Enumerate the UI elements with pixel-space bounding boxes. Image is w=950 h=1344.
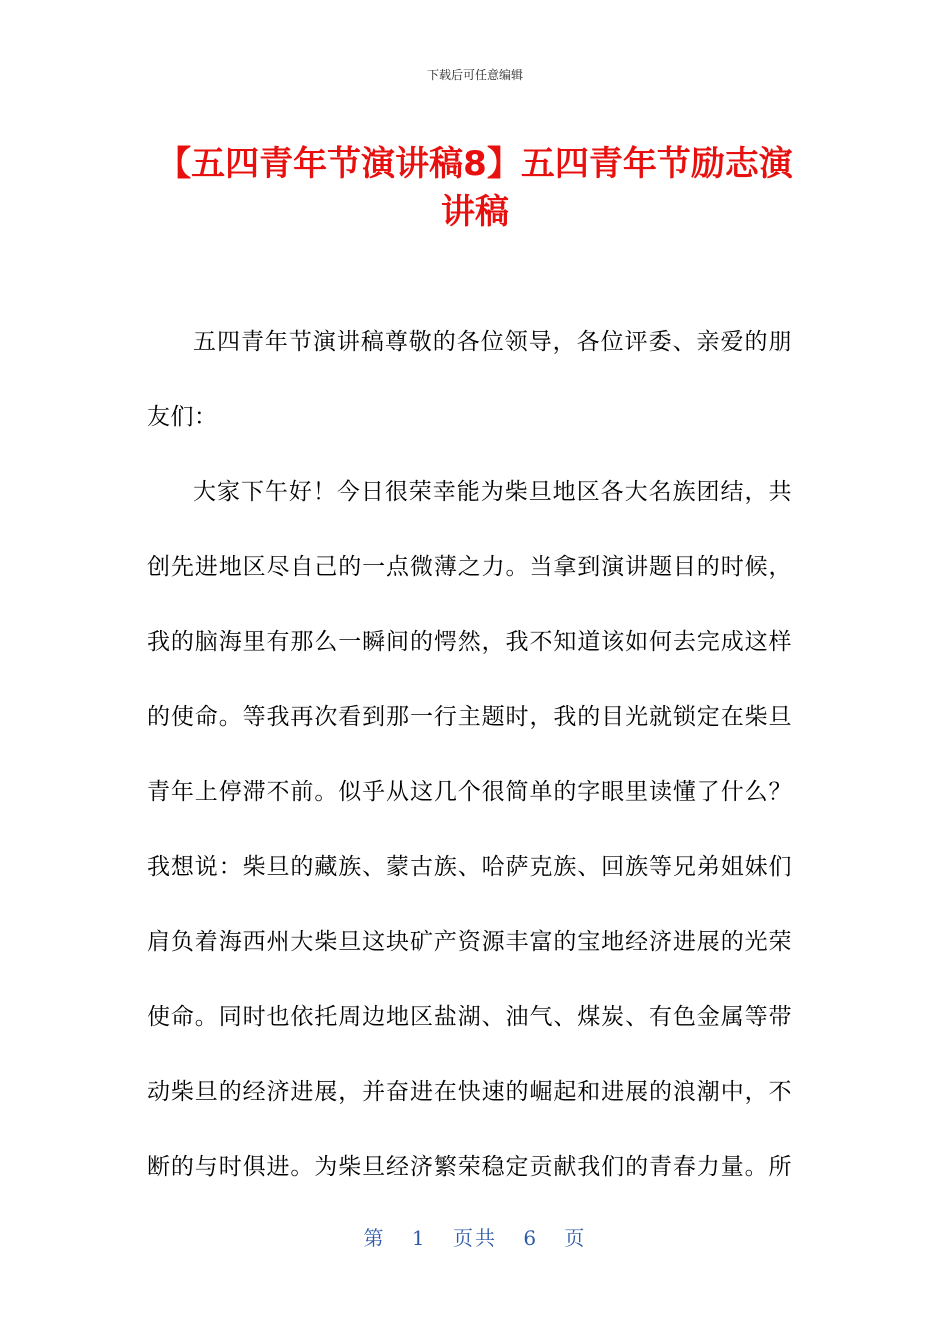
body-line: 肩负着海西州大柴旦这块矿产资源丰富的宝地经济进展的光荣 — [147, 929, 792, 955]
body-line: 我的脑海里有那么一瞬间的愕然，我不知道该如何去完成这样 — [147, 629, 792, 655]
body-line: 的使命。等我再次看到那一行主题时，我的目光就锁定在柴旦 — [147, 704, 792, 730]
title-line-2: 讲稿 — [441, 192, 509, 232]
body-line: 五四青年节演讲稿尊敬的各位领导，各位评委、亲爱的朋 — [193, 329, 792, 355]
body-line: 创先进地区尽自己的一点微薄之力。当拿到演讲题目的时候， — [147, 554, 792, 580]
body-line: 青年上停滞不前。似乎从这几个很简单的字眼里读懂了什么？ — [147, 779, 792, 805]
body-line: 我想说：柴旦的藏族、蒙古族、哈萨克族、回族等兄弟姐妹们 — [147, 854, 792, 880]
body-line: 断的与时俱进。为柴旦经济繁荣稳定贡献我们的青春力量。所 — [147, 1154, 792, 1180]
body-line: 大家下午好！今日很荣幸能为柴旦地区各大名族团结，共 — [193, 479, 792, 505]
body-line: 动柴旦的经济进展，并奋进在快速的崛起和进展的浪潮中，不 — [147, 1079, 792, 1105]
page-number-footer: 第 1 页共 6 页 — [363, 1226, 587, 1250]
title-line-1: 【五四青年节演讲稿8】五四青年节励志演 — [157, 144, 793, 184]
page-header: 下载后可任意编辑 — [426, 68, 523, 82]
body-line: 使命。同时也依托周边地区盐湖、油气、煤炭、有色金属等带 — [147, 1004, 792, 1030]
body-line: 友们： — [147, 404, 218, 430]
